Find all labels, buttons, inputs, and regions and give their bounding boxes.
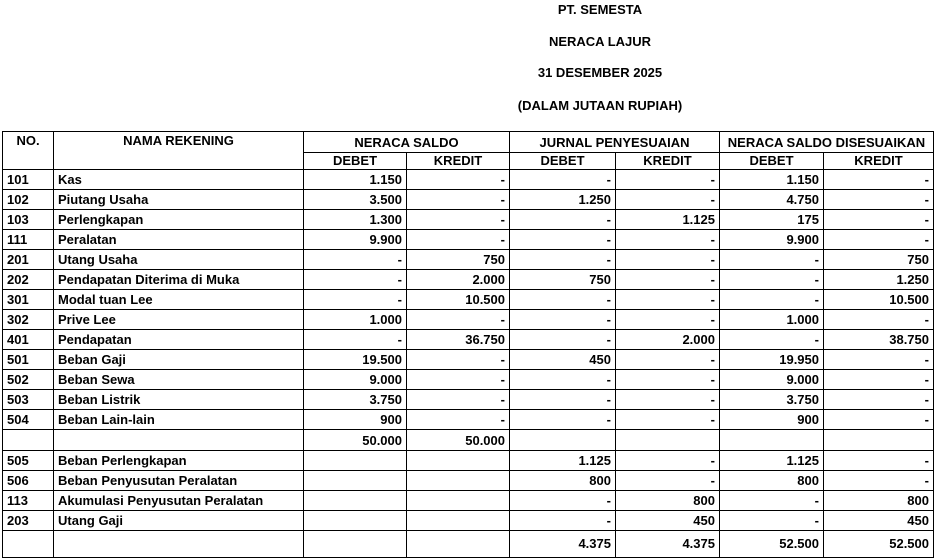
nsd-debit-cell: 1.150 bbox=[720, 170, 824, 190]
ns-debit-cell: 1.000 bbox=[304, 310, 407, 330]
ns-debit-cell: 3.500 bbox=[304, 190, 407, 210]
account-name-cell bbox=[54, 531, 304, 558]
nsd-credit-cell: 800 bbox=[824, 491, 934, 511]
nsd-debit-cell: - bbox=[720, 250, 824, 270]
nsd-debit-cell: 52.500 bbox=[720, 531, 824, 558]
ns-debit-cell: - bbox=[304, 290, 407, 310]
ns-debit-cell bbox=[304, 491, 407, 511]
ns-credit-cell: - bbox=[407, 230, 510, 250]
jp-debit-cell: - bbox=[510, 330, 616, 350]
report-date: 31 DESEMBER 2025 bbox=[537, 65, 663, 80]
jp-credit-cell: 800 bbox=[616, 491, 720, 511]
ns-debit-cell: 9.900 bbox=[304, 230, 407, 250]
ns-debit-cell: - bbox=[304, 250, 407, 270]
worksheet-table bbox=[2, 131, 934, 558]
header-row-groups bbox=[3, 132, 934, 153]
account-no-cell: 102 bbox=[3, 190, 54, 210]
account-no-cell: 113 bbox=[3, 491, 54, 511]
nsd-credit-cell: - bbox=[824, 350, 934, 370]
ns-credit-cell: - bbox=[407, 210, 510, 230]
jp-credit-cell: - bbox=[616, 370, 720, 390]
ns-debit-cell: 3.750 bbox=[304, 390, 407, 410]
account-no-cell: 203 bbox=[3, 511, 54, 531]
account-name-cell: Beban Sewa bbox=[54, 370, 304, 390]
jp-debit-cell: - bbox=[510, 370, 616, 390]
ns-debit-cell: 900 bbox=[304, 410, 407, 430]
account-no-cell: 506 bbox=[3, 471, 54, 491]
nsd-debit-cell: 800 bbox=[720, 471, 824, 491]
ns-credit-cell: - bbox=[407, 390, 510, 410]
table-row bbox=[3, 451, 934, 471]
nsd-credit-cell: - bbox=[824, 210, 934, 230]
ns-debit-cell bbox=[304, 451, 407, 471]
nsd-debit-cell: - bbox=[720, 330, 824, 350]
account-no-cell: 302 bbox=[3, 310, 54, 330]
ns-credit-cell bbox=[407, 451, 510, 471]
ns-debit-cell bbox=[304, 471, 407, 491]
nsd-credit-cell: 10.500 bbox=[824, 290, 934, 310]
nsd-debit-cell: 1.000 bbox=[720, 310, 824, 330]
account-no-cell: 503 bbox=[3, 390, 54, 410]
ns-debit-header: DEBET bbox=[304, 153, 407, 170]
nsd-debit-cell: 3.750 bbox=[720, 390, 824, 410]
jp-debit-cell: - bbox=[510, 210, 616, 230]
jp-credit-cell: - bbox=[616, 190, 720, 210]
account-name-cell: Pendapatan Diterima di Muka bbox=[54, 270, 304, 290]
nsd-credit-cell: - bbox=[824, 471, 934, 491]
ns-debit-cell: 1.150 bbox=[304, 170, 407, 190]
table-row bbox=[3, 190, 934, 210]
nsd-debit-cell: - bbox=[720, 511, 824, 531]
nsd-debit-cell: 19.950 bbox=[720, 350, 824, 370]
table-row bbox=[3, 250, 934, 270]
table-row bbox=[3, 210, 934, 230]
jp-credit-cell: - bbox=[616, 230, 720, 250]
nsd-debit-cell: 4.750 bbox=[720, 190, 824, 210]
jp-credit-cell: - bbox=[616, 390, 720, 410]
jp-credit-cell: - bbox=[616, 410, 720, 430]
ns-credit-cell bbox=[407, 471, 510, 491]
nsd-debit-cell: - bbox=[720, 290, 824, 310]
nsd-credit-cell: - bbox=[824, 170, 934, 190]
jp-debit-cell: - bbox=[510, 170, 616, 190]
account-no-cell: 501 bbox=[3, 350, 54, 370]
account-name-cell: Akumulasi Penyusutan Peralatan bbox=[54, 491, 304, 511]
table-row bbox=[3, 330, 934, 350]
nsd-credit-header: KREDIT bbox=[824, 153, 934, 170]
account-name-cell: Piutang Usaha bbox=[54, 190, 304, 210]
jp-debit-cell: - bbox=[510, 410, 616, 430]
ns-debit-cell: 19.500 bbox=[304, 350, 407, 370]
table-row bbox=[3, 170, 934, 190]
table-row bbox=[3, 390, 934, 410]
ns-credit-cell: 50.000 bbox=[407, 430, 510, 451]
account-name-cell: Beban Lain-lain bbox=[54, 410, 304, 430]
ns-debit-cell: 50.000 bbox=[304, 430, 407, 451]
account-name-cell: Pendapatan bbox=[54, 330, 304, 350]
report-unit: (DALAM JUTAAN RUPIAH) bbox=[517, 98, 683, 113]
account-name-cell: Utang Usaha bbox=[54, 250, 304, 270]
jp-debit-cell: - bbox=[510, 290, 616, 310]
nsd-credit-cell: - bbox=[824, 390, 934, 410]
account-name-cell: Beban Gaji bbox=[54, 350, 304, 370]
subtotal-row bbox=[3, 430, 934, 451]
table-row bbox=[3, 350, 934, 370]
account-name-cell bbox=[54, 430, 304, 451]
nsd-debit-cell: 9.900 bbox=[720, 230, 824, 250]
col-name-header: NAMA REKENING bbox=[54, 132, 304, 170]
jp-debit-cell: 4.375 bbox=[510, 531, 616, 558]
table-row bbox=[3, 471, 934, 491]
nsd-credit-cell: 750 bbox=[824, 250, 934, 270]
jp-debit-header: DEBET bbox=[510, 153, 616, 170]
account-no-cell: 111 bbox=[3, 230, 54, 250]
nsd-debit-cell bbox=[720, 430, 824, 451]
account-no-cell: 101 bbox=[3, 170, 54, 190]
account-no-cell: 301 bbox=[3, 290, 54, 310]
jp-debit-cell: - bbox=[510, 250, 616, 270]
nsd-credit-cell: - bbox=[824, 410, 934, 430]
table-row bbox=[3, 511, 934, 531]
nsd-credit-cell bbox=[824, 430, 934, 451]
jp-credit-cell: 1.125 bbox=[616, 210, 720, 230]
jp-credit-cell: 450 bbox=[616, 511, 720, 531]
ns-debit-cell: - bbox=[304, 330, 407, 350]
jp-credit-cell: - bbox=[616, 290, 720, 310]
ns-debit-cell bbox=[304, 531, 407, 558]
account-name-cell: Modal tuan Lee bbox=[54, 290, 304, 310]
account-no-cell bbox=[3, 430, 54, 451]
account-name-cell: Peralatan bbox=[54, 230, 304, 250]
ns-credit-cell: 750 bbox=[407, 250, 510, 270]
jp-debit-cell: 1.125 bbox=[510, 451, 616, 471]
jp-debit-cell: 800 bbox=[510, 471, 616, 491]
nsd-debit-cell: 175 bbox=[720, 210, 824, 230]
company-name: PT. SEMESTA bbox=[557, 2, 643, 17]
ns-credit-cell: - bbox=[407, 370, 510, 390]
nsd-credit-cell: - bbox=[824, 230, 934, 250]
jp-credit-cell bbox=[616, 430, 720, 451]
nsd-debit-header: DEBET bbox=[720, 153, 824, 170]
nsd-debit-cell: 1.125 bbox=[720, 451, 824, 471]
ns-credit-cell: 36.750 bbox=[407, 330, 510, 350]
table-row bbox=[3, 410, 934, 430]
nsd-credit-cell: - bbox=[824, 451, 934, 471]
jp-debit-cell: - bbox=[510, 390, 616, 410]
table-row bbox=[3, 230, 934, 250]
jp-credit-cell: 2.000 bbox=[616, 330, 720, 350]
table-row bbox=[3, 310, 934, 330]
jp-debit-cell: 450 bbox=[510, 350, 616, 370]
account-name-cell: Kas bbox=[54, 170, 304, 190]
nsd-credit-cell: 38.750 bbox=[824, 330, 934, 350]
jp-debit-cell: 750 bbox=[510, 270, 616, 290]
report-title: NERACA LAJUR bbox=[548, 34, 652, 49]
account-no-cell: 502 bbox=[3, 370, 54, 390]
table-row bbox=[3, 270, 934, 290]
nsd-debit-cell: - bbox=[720, 491, 824, 511]
group-jurnal-penyesuaian: JURNAL PENYESUAIAN bbox=[510, 132, 720, 153]
account-name-cell: Utang Gaji bbox=[54, 511, 304, 531]
ns-credit-cell bbox=[407, 511, 510, 531]
nsd-debit-cell: - bbox=[720, 270, 824, 290]
ns-debit-cell: 1.300 bbox=[304, 210, 407, 230]
ns-credit-cell: - bbox=[407, 170, 510, 190]
table-row bbox=[3, 370, 934, 390]
ns-credit-cell: - bbox=[407, 350, 510, 370]
nsd-credit-cell: - bbox=[824, 310, 934, 330]
jp-debit-cell: - bbox=[510, 230, 616, 250]
ns-credit-cell: - bbox=[407, 410, 510, 430]
account-no-cell bbox=[3, 531, 54, 558]
account-no-cell: 504 bbox=[3, 410, 54, 430]
ns-credit-cell bbox=[407, 491, 510, 511]
ns-debit-cell: - bbox=[304, 270, 407, 290]
nsd-debit-cell: 900 bbox=[720, 410, 824, 430]
nsd-credit-cell: 450 bbox=[824, 511, 934, 531]
nsd-debit-cell: 9.000 bbox=[720, 370, 824, 390]
account-name-cell: Beban Penyusutan Peralatan bbox=[54, 471, 304, 491]
jp-credit-cell: 4.375 bbox=[616, 531, 720, 558]
total-row bbox=[3, 531, 934, 558]
ns-credit-cell: - bbox=[407, 190, 510, 210]
ns-credit-cell: - bbox=[407, 310, 510, 330]
jp-credit-cell: - bbox=[616, 170, 720, 190]
jp-debit-cell: - bbox=[510, 511, 616, 531]
group-neraca-saldo: NERACA SALDO bbox=[304, 132, 510, 153]
ns-credit-cell bbox=[407, 531, 510, 558]
jp-debit-cell: - bbox=[510, 491, 616, 511]
worksheet-body bbox=[3, 170, 934, 558]
jp-credit-header: KREDIT bbox=[616, 153, 720, 170]
jp-credit-cell: - bbox=[616, 451, 720, 471]
account-no-cell: 103 bbox=[3, 210, 54, 230]
ns-debit-cell: 9.000 bbox=[304, 370, 407, 390]
ns-credit-header: KREDIT bbox=[407, 153, 510, 170]
nsd-credit-cell: 1.250 bbox=[824, 270, 934, 290]
group-neraca-saldo-disesuaikan: NERACA SALDO DISESUAIKAN bbox=[720, 132, 934, 153]
account-no-cell: 201 bbox=[3, 250, 54, 270]
account-name-cell: Beban Listrik bbox=[54, 390, 304, 410]
nsd-credit-cell: - bbox=[824, 190, 934, 210]
jp-credit-cell: - bbox=[616, 270, 720, 290]
nsd-credit-cell: - bbox=[824, 370, 934, 390]
ns-debit-cell bbox=[304, 511, 407, 531]
jp-debit-cell: 1.250 bbox=[510, 190, 616, 210]
jp-debit-cell: - bbox=[510, 310, 616, 330]
account-name-cell: Perlengkapan bbox=[54, 210, 304, 230]
table-row bbox=[3, 290, 934, 310]
account-no-cell: 401 bbox=[3, 330, 54, 350]
jp-credit-cell: - bbox=[616, 471, 720, 491]
col-no-header: NO. bbox=[3, 132, 54, 170]
account-no-cell: 505 bbox=[3, 451, 54, 471]
jp-credit-cell: - bbox=[616, 310, 720, 330]
table-row bbox=[3, 491, 934, 511]
jp-credit-cell: - bbox=[616, 350, 720, 370]
jp-credit-cell: - bbox=[616, 250, 720, 270]
ns-credit-cell: 2.000 bbox=[407, 270, 510, 290]
account-no-cell: 202 bbox=[3, 270, 54, 290]
jp-debit-cell bbox=[510, 430, 616, 451]
account-name-cell: Prive Lee bbox=[54, 310, 304, 330]
account-name-cell: Beban Perlengkapan bbox=[54, 451, 304, 471]
ns-credit-cell: 10.500 bbox=[407, 290, 510, 310]
nsd-credit-cell: 52.500 bbox=[824, 531, 934, 558]
